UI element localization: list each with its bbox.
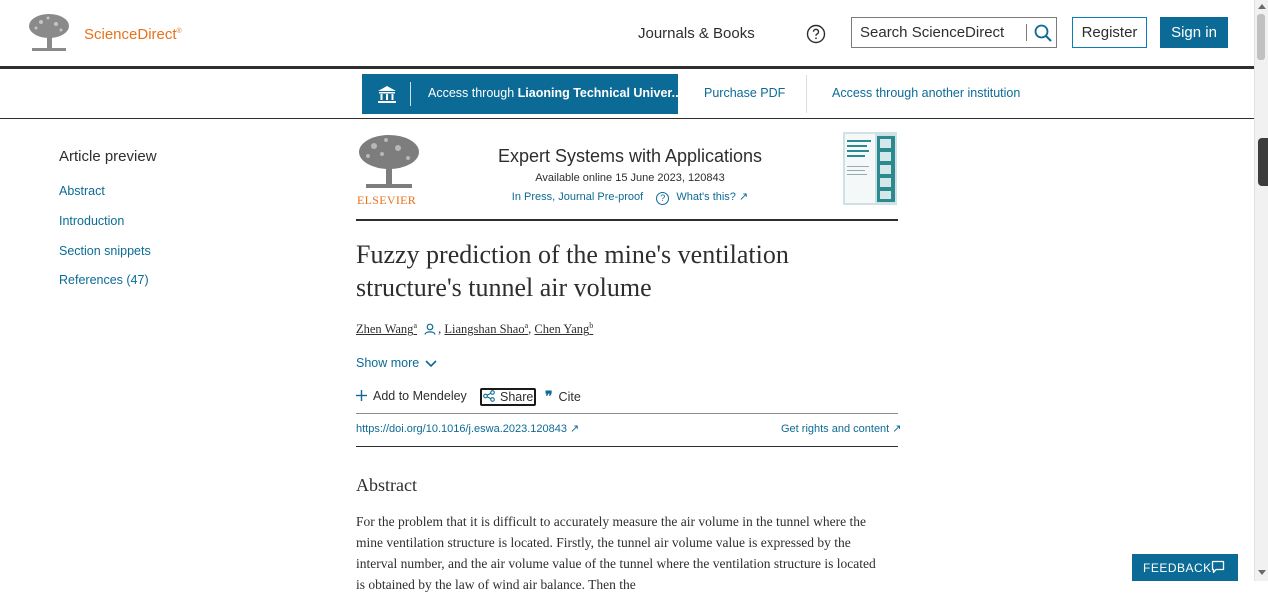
sidebar-title: Article preview (59, 148, 157, 165)
journal-cover-image[interactable] (843, 132, 897, 205)
sidebar-item-abstract[interactable]: Abstract (59, 184, 105, 198)
author-link[interactable]: Zhen Wang$^a$ (356, 321, 417, 337)
scroll-down-arrow-icon[interactable] (1258, 570, 1266, 575)
scrollbar-thumb[interactable] (1257, 14, 1265, 60)
speech-bubble-icon (1211, 560, 1225, 574)
rights-content-link[interactable]: Get rights and content ↗ (781, 423, 902, 435)
help-icon[interactable] (806, 24, 826, 44)
feedback-label: FEEDBACK (1143, 561, 1212, 575)
plus-icon (356, 390, 367, 401)
quote-icon: ❞ (545, 390, 553, 405)
person-icon[interactable] (424, 323, 436, 335)
institution-icon (376, 84, 398, 104)
search-input[interactable] (860, 18, 1020, 47)
whats-this-link[interactable]: What's this? ↗ (676, 191, 749, 203)
journal-header-divider (356, 219, 898, 221)
author-list: Zhen Wang$^a$ , Liangshan Shao$^a$, Chen Yang$^b$ (356, 321, 594, 337)
journal-title-link[interactable]: Expert Systems with Applications (497, 146, 763, 166)
search-box (851, 17, 1057, 48)
search-divider (1026, 24, 1027, 41)
registered-mark: ® (176, 28, 182, 35)
author-link[interactable]: Liangshan Shao$^a$ (444, 321, 529, 337)
access-bar (0, 69, 1254, 119)
side-panel-tab[interactable] (1258, 138, 1268, 186)
sidebar-item-introduction[interactable]: Introduction (59, 214, 125, 228)
doi-link[interactable]: https://doi.org/10.1016/j.eswa.2023.120843 ↗ (356, 423, 580, 435)
share-icon (483, 390, 495, 402)
journals-books-link[interactable]: Journals & Books (638, 25, 755, 42)
page-scrollbar[interactable] (1254, 0, 1268, 581)
journal-preproof-link[interactable]: In Press, Journal Pre-proof (511, 191, 644, 203)
access-institution-label: Access through Liaoning Technical Univer... (428, 86, 683, 100)
sciencedirect-logo[interactable]: ScienceDirect® (84, 26, 182, 43)
purchase-pdf-link[interactable]: Purchase PDF (704, 86, 786, 100)
article-title: Fuzzy prediction of the mine's ventilation structure's tunnel air volume (356, 240, 789, 302)
sidebar-item-references[interactable]: References (47) (59, 273, 149, 287)
author-link[interactable]: Chen Yang$^b$ (534, 321, 594, 337)
feedback-button[interactable] (1132, 554, 1238, 581)
search-icon[interactable] (1032, 22, 1054, 44)
elsevier-logo-icon[interactable] (356, 132, 422, 192)
cite-button[interactable]: ❞ Cite (545, 390, 581, 405)
share-button[interactable]: Share (480, 388, 536, 406)
chevron-down-icon (425, 360, 437, 368)
access-another-institution-link[interactable]: Access through another institution (832, 86, 1021, 100)
elsevier-wordmark: ELSEVIER (357, 193, 417, 207)
show-more-button[interactable]: Show more (356, 356, 437, 370)
journal-status (440, 190, 820, 205)
journal-availability: Available online 15 June 2023, 120843 (535, 172, 725, 184)
institution-name: Liaoning Technical Univer... (517, 86, 683, 100)
access-separator (410, 82, 411, 106)
sign-in-button[interactable]: Sign in (1160, 17, 1228, 48)
abstract-text: For the problem that it is difficult to accurately measure the air volume in the tunnel where the mine ventilation structure is located. Firstly, the tunnel air volume value is expressed by the interval number, and the air volume value of the tunnel where the ventilation structure is located is obtained by the law of wind air balance. Then the (356, 514, 876, 592)
add-to-mendeley-button[interactable]: Add to Mendeley (356, 389, 467, 403)
access-institution-button[interactable] (362, 74, 683, 114)
abstract-heading: Abstract (356, 475, 417, 495)
question-icon: ? (656, 192, 669, 205)
register-button[interactable]: Register (1072, 17, 1147, 48)
scroll-up-arrow-icon[interactable] (1258, 4, 1266, 9)
top-header (0, 0, 1254, 69)
sidebar-item-section-snippets[interactable]: Section snippets (59, 244, 151, 258)
access-bar-divider (806, 75, 807, 113)
actions-divider (356, 413, 898, 414)
elsevier-tree-logo-icon[interactable] (26, 12, 72, 54)
doi-divider (356, 446, 898, 447)
